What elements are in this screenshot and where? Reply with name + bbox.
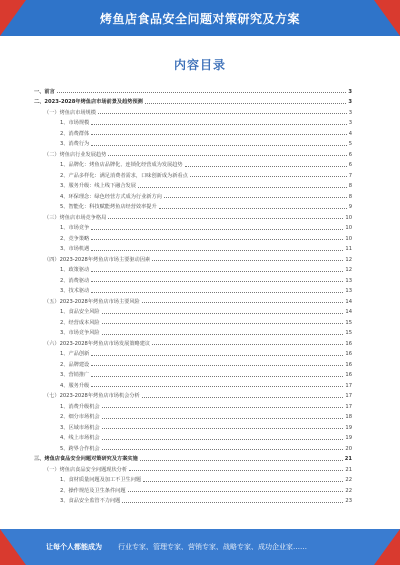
toc-entry-page: 3	[348, 99, 352, 105]
footer-slogan: 让每个人都能成为	[46, 543, 102, 551]
toc-entry-text: 5、智能化：科技赋能烤鱼店经营效率提升	[60, 204, 157, 210]
toc-entry-page: 10	[345, 235, 352, 242]
toc-entry-text: （一）烤鱼店食品安全问题现状分析	[44, 466, 128, 473]
toc-entry-page: 21	[344, 456, 352, 462]
toc-leader-dots	[102, 334, 344, 335]
toc-entry-page: 5	[348, 141, 352, 147]
toc-entry[interactable]	[34, 347, 352, 358]
toc-leader-dots	[102, 449, 344, 450]
toc-entry-page: 10	[345, 214, 352, 221]
toc-entry-page: 8	[348, 193, 352, 200]
toc-leader-dots	[164, 197, 347, 198]
toc-entry-page: 15	[345, 330, 352, 336]
toc-entry-text: 2、品牌建设	[60, 361, 90, 368]
toc-entry-text: 2、消费群体	[60, 130, 90, 137]
toc-entry-page: 12	[345, 267, 352, 273]
toc-entry[interactable]	[34, 410, 352, 421]
toc-leader-dots	[108, 155, 346, 156]
toc-entry-text: （二）烤鱼店行业发展趋势	[44, 151, 107, 158]
toc-entry-text: 3、区域市场机会	[60, 424, 100, 431]
toc-leader-dots	[152, 260, 343, 261]
toc-leader-dots	[91, 271, 343, 272]
toc-entry[interactable]	[34, 273, 352, 284]
toc-entry[interactable]	[34, 483, 352, 494]
toc-leader-dots	[91, 229, 343, 230]
toc-entry[interactable]	[34, 378, 352, 389]
toc-entry-text: （三）烤鱼店市场竞争格局	[44, 214, 107, 221]
toc-entry-text: 2、操作规范及卫生条件问题	[60, 487, 126, 494]
toc-entry-page: 3	[348, 88, 352, 95]
toc-entry-text: 1、市场竞争	[60, 225, 90, 231]
banner-title: 烤鱼店食品安全问题对策研究及方案	[99, 11, 300, 26]
toc-entry-page: 17	[345, 382, 352, 389]
toc-leader-dots	[91, 239, 343, 240]
toc-entry-text: 4、服务升级	[60, 382, 90, 389]
toc-entry-text: 二、2023-2028年烤鱼店市场前景及趋势预测	[34, 99, 143, 105]
toc-entry[interactable]	[34, 252, 352, 263]
toc-heading: 内容目录	[173, 58, 226, 72]
banner-corner-right	[374, 0, 400, 36]
toc-entry-text: 1、消费升级机会	[60, 403, 100, 410]
footer-corner-left	[0, 529, 26, 565]
toc-entry[interactable]	[34, 105, 352, 116]
toc-entry-page: 13	[345, 277, 352, 284]
toc-entry[interactable]	[34, 399, 352, 410]
toc-entry[interactable]	[34, 431, 352, 442]
toc-entry[interactable]	[34, 200, 352, 211]
toc-entry-page: 12	[345, 256, 352, 263]
toc-entry-text: 1、政策驱动	[60, 267, 90, 273]
toc-entry[interactable]	[34, 284, 352, 295]
toc-entry-text: 1、品牌化：烤鱼店品牌化、连锁化经营成为发展趋势	[60, 162, 183, 168]
toc-entry[interactable]	[34, 84, 352, 95]
toc-entry[interactable]	[34, 494, 352, 505]
toc-entry-page: 18	[345, 414, 352, 420]
toc-entry-page: 9	[348, 204, 352, 210]
toc-leader-dots	[102, 439, 344, 440]
toc-entry[interactable]	[34, 452, 352, 463]
toc-leader-dots	[91, 376, 343, 377]
toc-leader-dots	[190, 176, 347, 177]
toc-entry[interactable]	[34, 221, 352, 232]
toc-leader-dots	[91, 134, 346, 135]
toc-entry-page: 6	[348, 162, 352, 168]
toc-entry-text: 3、营销推广	[60, 372, 90, 378]
toc-entry-text: 3、技术驱动	[60, 288, 90, 294]
toc-leader-dots	[98, 113, 347, 114]
toc-leader-dots	[129, 470, 343, 471]
toc-entry[interactable]	[34, 315, 352, 326]
toc-entry-text: 2、竞争策略	[60, 235, 90, 242]
toc-entry-page: 13	[345, 288, 352, 294]
banner-corner-left	[0, 0, 26, 36]
toc-entry-page: 6	[348, 151, 352, 158]
toc-entry-page: 10	[345, 225, 352, 231]
toc-entry[interactable]	[34, 326, 352, 337]
toc-entry[interactable]	[34, 126, 352, 137]
toc-entry-page: 3	[348, 109, 352, 116]
toc-entry-page: 16	[345, 351, 352, 357]
toc-entry[interactable]	[34, 441, 352, 452]
toc-entry-page: 22	[345, 487, 352, 494]
toc-entry[interactable]	[34, 116, 352, 127]
toc-entry[interactable]	[34, 368, 352, 379]
footer-roles: 行业专家、管理专家、营销专家、战略专家、成功企业家……	[118, 543, 307, 551]
toc-entry-text: 1、产品创新	[60, 351, 90, 357]
toc-leader-dots	[91, 124, 346, 125]
footer-banner	[0, 529, 400, 565]
toc-entry-text: 三、烤鱼店食品安全问题对策研究及方案实施	[34, 456, 138, 462]
toc-entry-text: 2、产品多样化：满足消费者需求，口味创新成为新看点	[60, 172, 188, 179]
toc-entry-page: 3	[348, 120, 352, 126]
toc-entry[interactable]	[34, 95, 352, 106]
toc-entry-text: 3、市场竞争风险	[60, 330, 100, 336]
toc-entry-text: 3、市场机遇	[60, 246, 90, 252]
toc-entry[interactable]	[34, 179, 352, 190]
toc-entry-text: （一）烤鱼店市场规模	[44, 109, 96, 116]
toc-leader-dots	[91, 250, 343, 251]
toc-entry[interactable]	[34, 294, 352, 305]
toc-entry[interactable]	[34, 158, 352, 169]
footer-corner-right	[374, 529, 400, 565]
toc-entry[interactable]	[34, 420, 352, 431]
toc-entry[interactable]	[34, 231, 352, 242]
toc-entry-page: 23	[345, 498, 352, 504]
toc-entry[interactable]	[34, 462, 352, 473]
toc-entry-text: 1、食品安全风险	[60, 309, 100, 315]
toc-leader-dots	[102, 428, 344, 429]
toc-leader-dots	[152, 344, 343, 345]
toc-entry-page: 16	[345, 340, 352, 347]
toc-entry-text: 3、服务升级：线上线下融合发展	[60, 183, 136, 189]
toc-leader-dots	[91, 386, 343, 387]
toc-entry[interactable]	[34, 305, 352, 316]
toc-entry[interactable]	[34, 389, 352, 400]
toc-entry-page: 17	[345, 393, 352, 399]
toc-entry-page: 16	[345, 361, 352, 368]
toc-leader-dots	[102, 313, 344, 314]
table-of-contents	[34, 84, 352, 504]
toc-entry-page: 20	[345, 445, 352, 452]
toc-entry[interactable]	[34, 336, 352, 347]
toc-leader-dots	[102, 407, 344, 408]
toc-entry-text: 2、细分市场机会	[60, 414, 100, 420]
toc-entry-text: 3、消费行为	[60, 141, 90, 147]
toc-leader-dots	[122, 502, 343, 503]
toc-entry[interactable]	[34, 137, 352, 148]
toc-leader-dots	[138, 187, 347, 188]
toc-entry[interactable]	[34, 357, 352, 368]
toc-leader-dots	[185, 166, 347, 167]
toc-leader-dots	[145, 103, 347, 104]
toc-entry-page: 15	[345, 319, 352, 326]
toc-entry-page: 19	[345, 435, 352, 441]
toc-entry-text: （七）2023-2028年烤鱼店市场机会分析	[44, 393, 140, 399]
toc-entry-page: 4	[348, 130, 352, 137]
toc-entry-text: （六）2023-2028年烤鱼店市场发展策略建议	[44, 340, 151, 347]
toc-entry[interactable]	[34, 242, 352, 253]
toc-entry-text: 2、经营成本风险	[60, 319, 100, 326]
toc-entry[interactable]	[34, 263, 352, 274]
toc-leader-dots	[57, 92, 347, 93]
toc-entry-text: （四）2023-2028年烤鱼店市场主要驱动因素	[44, 256, 151, 263]
toc-entry-text: 4、环保理念：绿色经营方式成为行业新方向	[60, 193, 162, 200]
toc-leader-dots	[128, 491, 344, 492]
toc-leader-dots	[91, 292, 343, 293]
toc-entry-page: 7	[348, 172, 352, 179]
toc-leader-dots	[142, 302, 344, 303]
toc-leader-dots	[108, 218, 343, 219]
toc-entry-text: 5、跨界合作机会	[60, 445, 100, 452]
toc-entry-text: 2、消费驱动	[60, 277, 90, 284]
toc-entry[interactable]	[34, 473, 352, 484]
toc-leader-dots	[91, 281, 343, 282]
toc-entry-text: 1、市场规模	[60, 120, 90, 126]
toc-entry-page: 14	[345, 309, 352, 315]
toc-entry[interactable]	[34, 210, 352, 221]
toc-leader-dots	[91, 365, 343, 366]
toc-entry-page: 11	[345, 246, 352, 252]
toc-entry-text: 4、线上市场机会	[60, 435, 100, 441]
toc-leader-dots	[140, 460, 343, 461]
toc-entry-text: （五）2023-2028年烤鱼店市场主要风险	[44, 298, 140, 305]
toc-entry[interactable]	[34, 147, 352, 158]
toc-entry-text: 3、食品安全监管不力问题	[60, 498, 121, 504]
top-banner	[0, 0, 400, 36]
toc-entry[interactable]	[34, 168, 352, 179]
toc-entry-page: 17	[345, 403, 352, 410]
toc-entry-text: 一、前言	[34, 88, 55, 95]
toc-leader-dots	[102, 323, 344, 324]
toc-entry-page: 19	[345, 424, 352, 431]
toc-entry[interactable]	[34, 189, 352, 200]
toc-leader-dots	[159, 208, 347, 209]
toc-entry-text: 1、食材质量问题及加工不卫生问题	[60, 477, 142, 483]
toc-leader-dots	[102, 418, 344, 419]
toc-leader-dots	[91, 145, 346, 146]
toc-entry-page: 14	[345, 298, 352, 305]
toc-leader-dots	[142, 397, 344, 398]
toc-entry-page: 21	[345, 466, 352, 473]
toc-leader-dots	[91, 355, 343, 356]
toc-leader-dots	[143, 481, 343, 482]
toc-entry-page: 22	[345, 477, 352, 483]
toc-entry-page: 16	[345, 372, 352, 378]
toc-entry-page: 8	[348, 183, 352, 189]
